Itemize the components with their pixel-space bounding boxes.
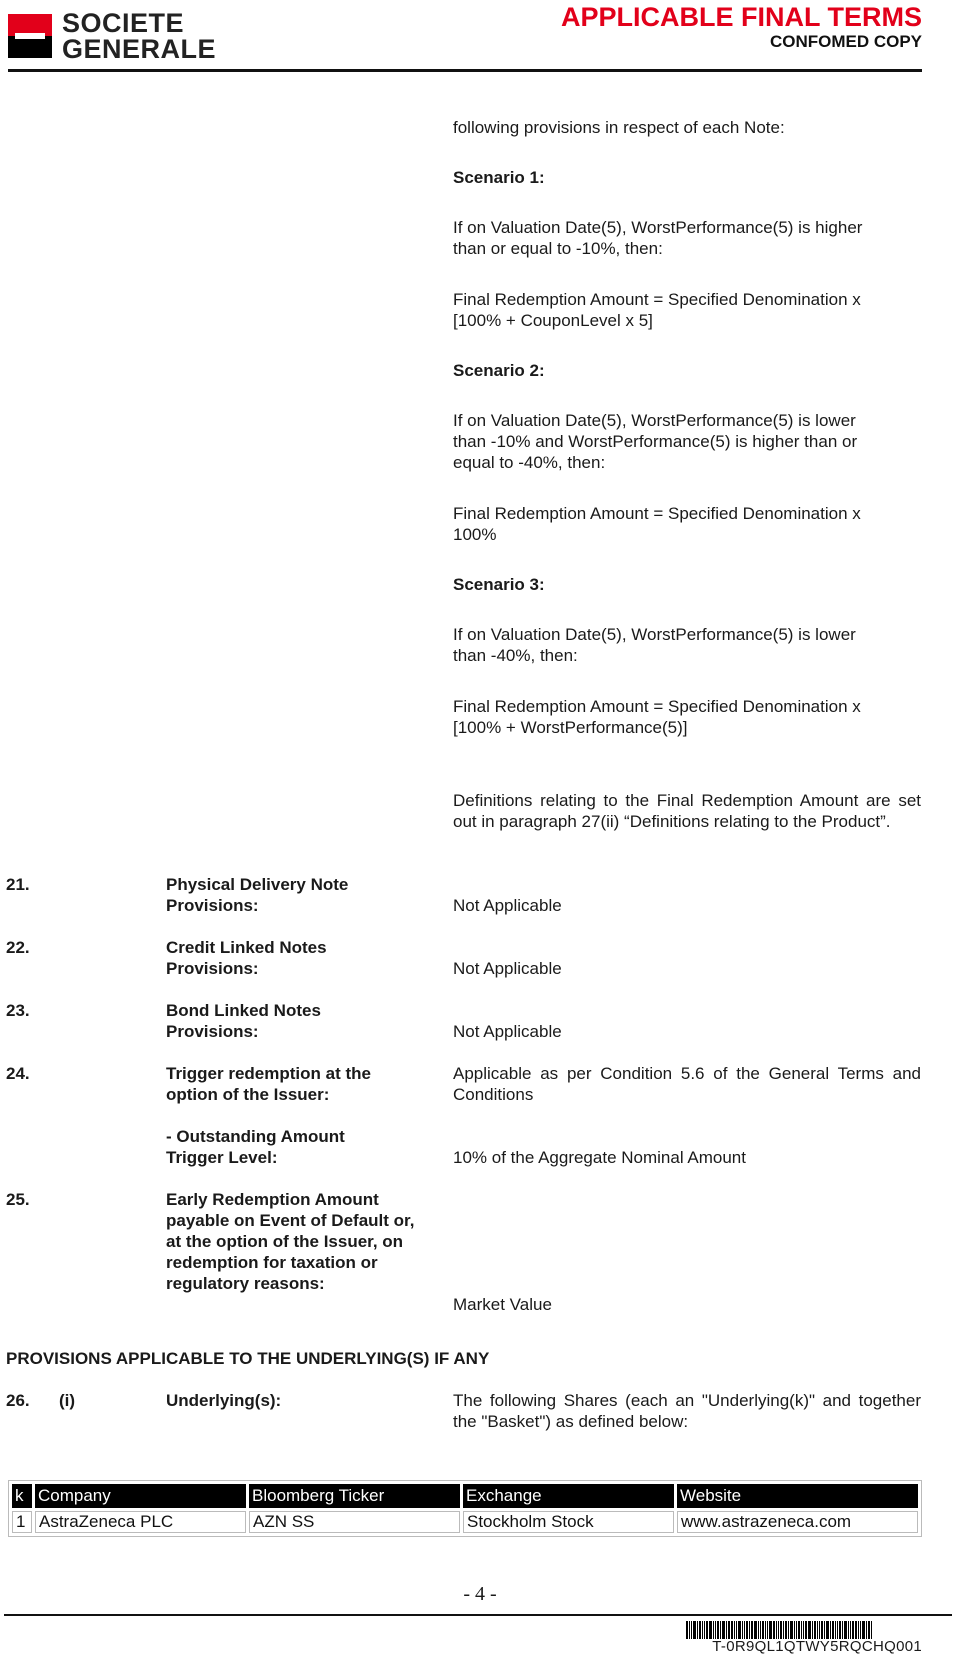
cell-company: AstraZeneca PLC — [35, 1511, 246, 1533]
cell-exchange: Stockholm Stock — [463, 1511, 674, 1533]
col-company: Company — [35, 1484, 246, 1508]
underlying-table — [8, 1480, 922, 1537]
logo-line-1: SOCIETE — [62, 8, 185, 38]
scenario-3-formula: Final Redemption Amount = Specified Denomination x [100% + WorstPerformance(5)] — [453, 697, 861, 737]
item-26-label: Underlying(s): — [166, 1391, 282, 1410]
scenario-2-title: Scenario 2: — [453, 361, 545, 380]
table-header-row — [12, 1484, 918, 1508]
item-26-number: 26. — [6, 1391, 30, 1410]
scenario-3-title: Scenario 3: — [453, 575, 545, 594]
cell-k: 1 — [12, 1511, 32, 1533]
item-23-label: Bond Linked Notes Provisions: — [166, 1001, 321, 1041]
cell-ticker: AZN SS — [249, 1511, 460, 1533]
scenario-2-condition: If on Valuation Date(5), WorstPerformance(5) is lower than -10% and WorstPerformance(5) is higher than or equal to -40%, then: — [453, 411, 858, 472]
scenario-2-formula: Final Redemption Amount = Specified Denomination x 100% — [453, 504, 861, 544]
col-website: Website — [677, 1484, 918, 1508]
document-subtitle: CONFOMED COPY — [769, 32, 922, 51]
logo-line-2: GENERALE — [62, 34, 217, 64]
item-24-number: 24. — [6, 1064, 30, 1083]
redemption-intro: following provisions in respect of each Note: — [453, 118, 785, 137]
item-25-value: Market Value — [453, 1295, 552, 1314]
footer-divider — [4, 1614, 952, 1616]
item-24-value: Applicable as per Condition 5.6 of the General Terms and Conditions — [453, 1064, 921, 1104]
section-heading: PROVISIONS APPLICABLE TO THE UNDERLYING(S) IF ANY — [6, 1349, 490, 1368]
document-code: T-0R9QL1QTWY5RQCHQ001 — [712, 1638, 922, 1655]
item-22-value: Not Applicable — [453, 959, 562, 978]
table-row — [12, 1511, 918, 1533]
barcode-icon — [686, 1621, 922, 1639]
item-23-number: 23. — [6, 1001, 30, 1020]
item-25-label: Early Redemption Amount payable on Event of Default or, at the option of the Issuer, on redemption for taxation or regulatory reasons: — [166, 1190, 415, 1293]
item-24-sub-label: - Outstanding Amount Trigger Level: — [166, 1127, 345, 1167]
item-24-sub-value: 10% of the Aggregate Nominal Amount — [453, 1148, 746, 1167]
item-24-label: Trigger redemption at the option of the Issuer: — [166, 1064, 371, 1104]
redemption-definitions: Definitions relating to the Final Redemption Amount are set out in paragraph 27(ii) “Definitions relating to the Product”. — [453, 791, 921, 831]
item-21-number: 21. — [6, 875, 30, 894]
logo-wordmark — [62, 10, 216, 62]
item-21-label: Physical Delivery Note Provisions: — [166, 875, 349, 915]
item-22-label: Credit Linked Notes Provisions: — [166, 938, 327, 978]
document-title: APPLICABLE FINAL TERMS — [560, 2, 922, 32]
item-23-value: Not Applicable — [453, 1022, 562, 1041]
societe-generale-logo-mark — [8, 14, 52, 58]
page-number: - 4 - — [463, 1583, 497, 1605]
scenario-1-formula: Final Redemption Amount = Specified Denomination x [100% + CouponLevel x 5] — [453, 290, 861, 330]
scenario-1-condition: If on Valuation Date(5), WorstPerformance(5) is higher than or equal to -10%, then: — [453, 218, 863, 258]
item-25-number: 25. — [6, 1190, 30, 1209]
col-exchange: Exchange — [463, 1484, 674, 1508]
item-22-number: 22. — [6, 938, 30, 957]
item-26-value: The following Shares (each an "Underlying(k)" and together the "Basket") as defined below: — [453, 1391, 921, 1431]
scenario-3-condition: If on Valuation Date(5), WorstPerformance(5) is lower than -40%, then: — [453, 625, 856, 665]
header-divider — [8, 69, 922, 72]
col-k: k — [12, 1484, 32, 1508]
col-bloomberg-ticker: Bloomberg Ticker — [249, 1484, 460, 1508]
item-26-sub: (i) — [59, 1391, 76, 1410]
scenario-1-title: Scenario 1: — [453, 168, 545, 187]
cell-website: www.astrazeneca.com — [677, 1511, 918, 1533]
item-21-value: Not Applicable — [453, 896, 562, 915]
